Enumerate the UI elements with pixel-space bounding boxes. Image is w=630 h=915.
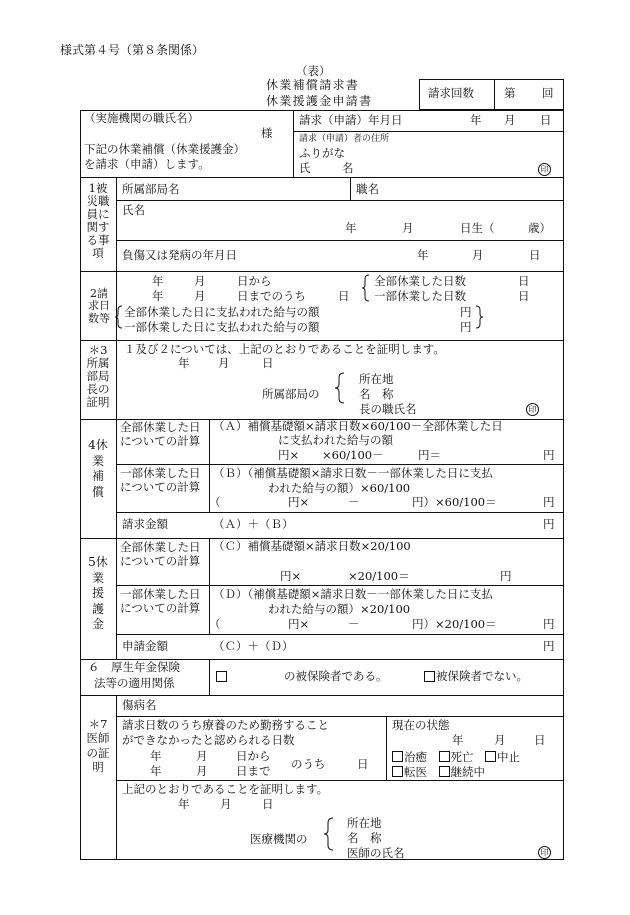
inst-label: 医療機関の xyxy=(250,832,308,846)
birth-month: 月 xyxy=(402,221,414,235)
doctor-name-label: 医師の氏名 xyxy=(347,846,405,860)
formula-c-line1: （Ｃ）補償基礎額×請求日数×20/100 xyxy=(213,539,411,553)
s7-from-day: 日から xyxy=(236,749,271,763)
formula-d-line2: われた給与の額）×20/100 xyxy=(268,602,411,616)
formula-d-yen2: 円）×20/100＝ xyxy=(412,617,497,631)
claim-count-dai: 第 xyxy=(504,86,516,100)
sec3-cert-year: 年 xyxy=(178,356,190,370)
full-days-unit: 日 xyxy=(518,274,530,288)
to-year: 年 xyxy=(152,289,164,303)
status-row-2 xyxy=(392,766,485,779)
formula-d-minus: － xyxy=(348,617,360,631)
formula-c-yen2: 円 xyxy=(500,569,512,583)
claim-amount-yen: 円 xyxy=(543,517,555,531)
part-pay-label: 一部休業した日に支払われた給与の額 xyxy=(124,320,320,334)
days-label-2: ができなかったと認められる日数 xyxy=(122,733,295,747)
sec6-label-line1: ６ 厚生年金保険 xyxy=(88,660,180,674)
formula-a-line1: （Ａ）補償基礎額×請求日数×60/100－全部休業した日 xyxy=(213,419,503,433)
birth-year: 年 xyxy=(345,221,357,235)
furigana-label: ふりがな xyxy=(299,146,345,160)
sec5-side-label: 5休業援護金 xyxy=(88,555,108,632)
inst-name-label: 名 称 xyxy=(347,831,382,845)
formula-b-yen3: 円 xyxy=(543,495,555,509)
injury-year: 年 xyxy=(417,248,429,262)
sec3-side-label: ＊3所属部局長の証明 xyxy=(86,343,110,409)
job-label: 職名 xyxy=(356,182,379,196)
claim-count-label: 請求回数 xyxy=(428,86,474,100)
birth-day: 日生（ xyxy=(460,221,495,235)
formula-b-yen1: 円× xyxy=(288,495,310,509)
full-days-label: 全部休業した日数 xyxy=(374,274,466,288)
formula-d-open: （ xyxy=(209,617,221,631)
continue-checkbox[interactable] xyxy=(439,766,450,777)
formula-a-yen1: 円× xyxy=(278,448,300,462)
formula-b-line1: （Ｂ）（補償基礎額×請求日数－一部休業した日に支払 xyxy=(213,466,493,480)
sec7-certify-text: 上記のとおりであることを証明します。 xyxy=(122,782,329,796)
formula-b-open: （ xyxy=(209,495,221,509)
status-row-1 xyxy=(392,751,520,764)
name-label-mei: 名 xyxy=(342,161,354,175)
claim-date-day: 日 xyxy=(540,113,552,127)
status-month: 月 xyxy=(494,733,506,747)
continue-label: 継続中 xyxy=(450,765,485,779)
cured-label: 治癒 xyxy=(404,750,427,764)
claim-amount-label: 請求金額 xyxy=(122,517,168,531)
s7-from-month: 月 xyxy=(196,749,208,763)
sec4-full-calc-label: 全部休業した日についての計算 xyxy=(120,420,201,448)
formula-d-yen3: 円 xyxy=(543,617,555,631)
victim-name-label: 氏名 xyxy=(122,203,145,217)
sec6-label-line2: 法等の適用関係 xyxy=(94,676,175,690)
sec7-side-label: ＊7医師の証明 xyxy=(86,717,110,775)
injury-month: 月 xyxy=(472,248,484,262)
formula-b-yen2: 円）×60/100＝ xyxy=(412,495,497,509)
not-insured-checkbox[interactable] xyxy=(424,671,435,682)
sec3-cert-day: 日 xyxy=(262,356,274,370)
sec4-part-calc-label: 一部休業した日についての計算 xyxy=(120,466,201,494)
from-day: 日から xyxy=(237,274,272,288)
status-day: 日 xyxy=(534,733,546,747)
s7-from-year: 年 xyxy=(150,749,162,763)
sec7-cert-year: 年 xyxy=(178,797,190,811)
sec1-side-label: 1被災職員に関する事項 xyxy=(86,181,110,260)
form-title-line2: 休業援護金申請書 xyxy=(266,94,373,108)
not-insured-label: 被保険者でない。 xyxy=(436,669,528,683)
sec5-full-calc-label: 全部休業した日についての計算 xyxy=(120,540,201,568)
dead-label: 死亡 xyxy=(450,750,474,764)
total-days: 日 xyxy=(338,289,350,303)
request-text-1: 下記の休業補償（休業援護金） xyxy=(84,142,245,156)
stopped-label: 中止 xyxy=(497,750,520,764)
form-title-line1: 休業補償請求書 xyxy=(266,78,360,92)
from-year: 年 xyxy=(152,274,164,288)
formula-b-minus: － xyxy=(348,495,360,509)
claim-date-year: 年 xyxy=(470,113,482,127)
sec3-cert-month: 月 xyxy=(218,356,230,370)
dept-label: 所属部局名 xyxy=(122,182,180,196)
sec4-side-label: 4休業補償 xyxy=(88,438,108,499)
formula-a-yen3: 円 xyxy=(543,448,555,462)
side-label: （表） xyxy=(296,64,331,78)
transfer-label: 転医 xyxy=(404,765,427,779)
sec3-location-label: 所在地 xyxy=(359,372,394,386)
inst-location-label: 所在地 xyxy=(347,816,382,830)
disease-label: 傷病名 xyxy=(122,698,157,712)
sec3-name-label: 名 称 xyxy=(359,387,394,401)
s7-days-unit: 日 xyxy=(357,757,369,771)
injury-day: 日 xyxy=(529,248,541,262)
sec3-head-label: 長の職氏名 xyxy=(359,402,417,416)
s7-to-year: 年 xyxy=(150,764,162,778)
formula-b-line2: われた給与の額）×60/100 xyxy=(268,481,411,495)
to-day: 日までのうち xyxy=(237,289,306,303)
address-label: 請求（申請）者の住所 xyxy=(299,134,390,144)
sec7-cert-day: 日 xyxy=(262,797,274,811)
apply-amount-yen: 円 xyxy=(543,639,555,653)
formula-d-line1: （Ｄ）（補償基礎額×請求日数－一部休業した日に支払 xyxy=(213,587,493,601)
apply-amount-label: 申請金額 xyxy=(122,639,168,653)
org-heading: （実施機関の職氏名） xyxy=(84,111,199,125)
stopped-checkbox[interactable] xyxy=(485,751,496,762)
sama-label: 様 xyxy=(261,126,273,140)
formula-a-mid: ×60/100－ xyxy=(322,448,384,462)
status-year: 年 xyxy=(452,733,464,747)
dead-checkbox[interactable] xyxy=(439,751,450,762)
injury-date-label: 負傷又は発病の年月日 xyxy=(122,248,237,262)
s7-uchi: のうち xyxy=(291,757,326,771)
from-month: 月 xyxy=(194,274,206,288)
full-pay-yen: 円 xyxy=(460,305,472,319)
sec5-part-calc-label: 一部休業した日についての計算 xyxy=(120,587,201,615)
sec3-seal: 印 xyxy=(526,403,539,416)
part-days-label: 一部休業した日数 xyxy=(374,289,466,303)
s7-to-day: 日まで xyxy=(236,764,271,778)
insured-checkbox[interactable] xyxy=(216,671,227,682)
formula-a-line2: に支払われた給与の額 xyxy=(278,433,393,447)
sec7-cert-month: 月 xyxy=(220,797,232,811)
days-label-1: 請求日数のうち療養のため勤務すること xyxy=(122,718,329,732)
sec3-dept-label: 所属部局の xyxy=(262,387,320,401)
claim-date-label: 請求（申請）年月日 xyxy=(299,113,403,127)
formula-a-yen2: 円＝ xyxy=(418,448,441,462)
name-label-shi: 氏 xyxy=(299,161,311,175)
s7-to-month: 月 xyxy=(196,764,208,778)
claim-date-month: 月 xyxy=(504,113,516,127)
transfer-checkbox[interactable] xyxy=(392,766,403,777)
claim-count-kai: 回 xyxy=(542,86,554,100)
formula-d-yen1: 円× xyxy=(288,617,310,631)
apply-amount-formula: （Ｃ）＋（Ｄ） xyxy=(213,639,294,653)
part-pay-yen: 円 xyxy=(460,320,472,334)
age-label: 歳） xyxy=(528,221,551,235)
doctor-seal: 印 xyxy=(538,846,551,859)
sec2-side-label: 2請求日数等 xyxy=(88,287,110,325)
sec3-certify-text: １及び２については、上記のとおりであることを証明します。 xyxy=(124,342,445,356)
form-number: 様式第４号（第８条関係） xyxy=(60,43,205,57)
to-month: 月 xyxy=(194,289,206,303)
cured-checkbox[interactable] xyxy=(392,751,403,762)
claimant-seal: 印 xyxy=(538,163,551,176)
insured-label: の被保険者である。 xyxy=(284,669,388,683)
part-days-unit: 日 xyxy=(518,289,530,303)
full-pay-label: 全部休業した日に支払われた給与の額 xyxy=(124,305,320,319)
formula-c-mid: ×20/100＝ xyxy=(348,569,410,583)
formula-c-yen1: 円× xyxy=(280,569,302,583)
request-text-2: を請求（申請）します。 xyxy=(84,157,210,171)
claim-amount-formula: （Ａ）＋（Ｂ） xyxy=(213,517,294,531)
status-label: 現在の状態 xyxy=(392,718,450,732)
